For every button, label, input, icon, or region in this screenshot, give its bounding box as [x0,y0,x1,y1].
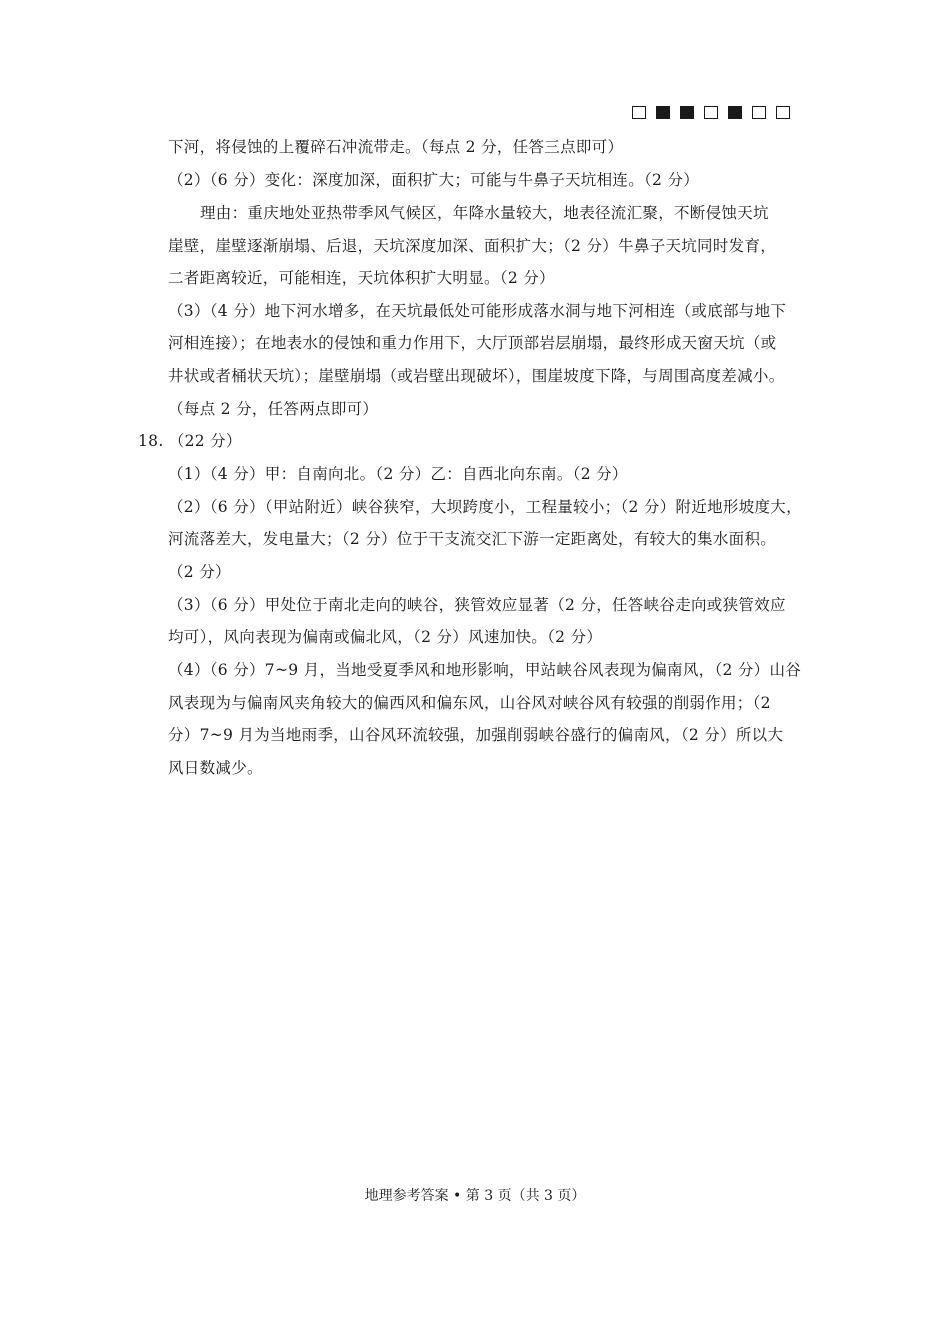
answer-line: （2）（6 分）（甲站附近）峡谷狭窄，大坝跨度小，工程量较小；（2 分）附近地形坡度大， [168,498,802,516]
answer-line: 风表现为与偏南风夹角较大的偏西风和偏东风，山谷风对峡谷风有较强的削弱作用；（2 [168,694,771,712]
answer-line: 下河，将侵蚀的上覆碎石冲流带走。（每点 2 分，任答三点即可） [168,138,624,156]
marker-square-5 [728,106,742,119]
marker-square-3 [680,106,694,119]
answer-line: （4）（6 分）7~9 月，当地受夏季风和地形影响，甲站峡谷风表现为偏南风，（2 分）山谷 [168,661,802,679]
answer-line: 井状或者桶状天坑）；崖壁崩塌（或岩壁出现破坏），围崖坡度下降，与周围高度差减小。 [168,367,785,385]
answer-line: 河流落差大，发电量大；（2 分）位于干支流交汇下游一定距离处，有较大的集水面积。 [168,530,777,548]
answer-line: （每点 2 分，任答两点即可） [168,400,379,418]
marker-square-4 [704,106,718,119]
answer-line: （2 分） [168,563,231,581]
answer-line: （2）（6 分）变化：深度加深，面积扩大；可能与牛鼻子天坑相连。（2 分） [168,171,700,189]
answer-line: 理由：重庆地处亚热带季风气候区，年降水量较大，地表径流汇聚，不断侵蚀天坑 [200,204,769,222]
marker-square-2 [656,106,670,119]
answer-line: （3）（6 分）甲处位于南北走向的峡谷，狭管效应显著（2 分，任答峡谷走向或狭管效应 [168,596,786,614]
question-number: 18. （22 分） [138,432,242,450]
answer-line: 分）7~9 月为当地雨季，山谷风环流较强，加强削弱峡谷盛行的偏南风，（2 分）所以大 [168,726,784,744]
marker-square-7 [776,106,790,119]
answer-line: 崖壁，崖壁逐渐崩塌、后退，天坑深度加深、面积扩大；（2 分）牛鼻子天坑同时发育， [168,237,777,255]
marker-square-1 [632,106,646,119]
answer-line: （1）（4 分）甲：自南向北。（2 分）乙：自西北向东南。（2 分） [168,465,628,483]
answer-line: 风日数减少。 [168,759,263,777]
header-marker-squares [632,106,790,119]
answer-line: （3）（4 分）地下河水增多，在天坑最低处可能形成落水洞与地下河相连（或底部与地下 [168,302,787,320]
marker-square-6 [752,106,766,119]
page-footer: 地理参考答案 • 第 3 页（共 3 页） [364,1188,586,1204]
answer-line: 均可），风向表现为偏南或偏北风，（2 分）风速加快。（2 分） [168,628,603,646]
answer-line: 河相连接）；在地表水的侵蚀和重力作用下，大厅顶部岩层崩塌，最终形成天窗天坑（或 [168,334,777,352]
answer-line: 二者距离较近，可能相连，天坑体积扩大明显。（2 分） [168,269,555,287]
